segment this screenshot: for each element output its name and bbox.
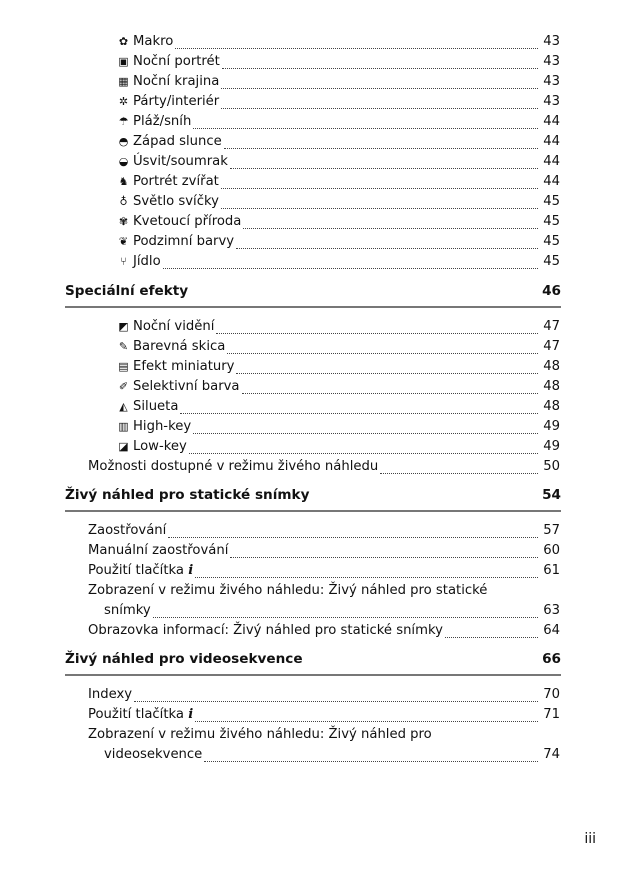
toc-entry-party-interier[interactable] bbox=[0, 92, 560, 112]
dot-leader bbox=[204, 747, 538, 762]
toc-entry-pouziti-tlacitka-i[interactable] bbox=[0, 561, 560, 581]
toc-entry-usvit-soumrak[interactable] bbox=[0, 152, 560, 172]
toc-entry-page: 45 bbox=[543, 194, 560, 209]
toc-entry-label: Noční krajina bbox=[133, 74, 220, 89]
toc-entry-page: 43 bbox=[543, 94, 560, 109]
toc-entry-page: 50 bbox=[543, 459, 560, 474]
toc-entry-kvetouci-priroda[interactable] bbox=[0, 212, 560, 232]
section-page: 66 bbox=[542, 651, 561, 667]
dot-leader bbox=[242, 379, 538, 394]
dot-leader bbox=[224, 134, 538, 149]
section-title: Živý náhled pro statické snímky bbox=[65, 487, 310, 503]
toc-entry-obrazovka-informaci[interactable] bbox=[0, 621, 560, 641]
night-portrait-icon: ▣ bbox=[118, 55, 129, 68]
color-sketch-icon: ✎ bbox=[118, 340, 129, 353]
toc-entry-page: 43 bbox=[543, 74, 560, 89]
toc-entry-page: 71 bbox=[543, 707, 560, 722]
toc-entry-podzimni-barvy[interactable] bbox=[0, 232, 560, 252]
toc-entry-zobrazeni-staticke[interactable] bbox=[0, 601, 560, 621]
toc-entry-label: Zaostřování bbox=[88, 523, 167, 538]
toc-entry-page: 44 bbox=[543, 154, 560, 169]
toc-entry-label: Portrét zvířat bbox=[133, 174, 219, 189]
dot-leader bbox=[175, 34, 538, 49]
toc-entry-page: 74 bbox=[543, 747, 560, 762]
toc-entry-nocni-portret[interactable] bbox=[0, 52, 560, 72]
section-title: Speciální efekty bbox=[65, 283, 189, 299]
toc-entry-page: 45 bbox=[543, 254, 560, 269]
candlelight-icon: ♁ bbox=[119, 195, 128, 208]
toc-entry-page: 44 bbox=[543, 134, 560, 149]
toc-entry-page: 43 bbox=[543, 34, 560, 49]
toc-entry-zapad-slunce[interactable] bbox=[0, 132, 560, 152]
dot-leader bbox=[230, 154, 538, 169]
dot-leader bbox=[445, 623, 538, 638]
toc-entry-label: Podzimní barvy bbox=[133, 234, 235, 249]
toc-entry-label: Západ slunce bbox=[133, 134, 222, 149]
beach-snow-icon: ☂ bbox=[118, 115, 129, 128]
toc-entry-label: Makro bbox=[133, 34, 174, 49]
dot-leader bbox=[195, 707, 538, 722]
toc-entry-wrapped-line: Zobrazení v režimu živého náhledu: Živý náhled pro statické bbox=[88, 583, 488, 598]
section-rule bbox=[65, 510, 561, 512]
section-page: 46 bbox=[542, 283, 561, 299]
toc-entry-page: 48 bbox=[543, 399, 560, 414]
toc-entry-label: Světlo svíčky bbox=[133, 194, 219, 209]
toc-entry-page: 63 bbox=[543, 603, 560, 618]
info-button-icon: i bbox=[188, 707, 194, 722]
toc-entry-label: Kvetoucí příroda bbox=[133, 214, 242, 229]
dot-leader bbox=[380, 459, 538, 474]
dot-leader bbox=[168, 523, 538, 538]
low-key-icon: ◪ bbox=[118, 440, 129, 453]
food-icon: ⑂ bbox=[120, 255, 127, 268]
silhouette-icon: ◭ bbox=[119, 400, 128, 413]
toc-entry-svetlo-svicky[interactable] bbox=[0, 192, 560, 212]
section-page: 54 bbox=[542, 487, 561, 503]
dusk-dawn-icon: ◒ bbox=[118, 155, 129, 168]
toc-entry-label: Úsvit/soumrak bbox=[133, 154, 228, 169]
toc-entry-label: Obrazovka informací: Živý náhled pro statické snímky bbox=[88, 623, 443, 638]
section-heading-zivy-nahled-video[interactable] bbox=[65, 649, 561, 669]
toc-entry-page: 49 bbox=[543, 439, 560, 454]
toc-entry-label: Efekt miniatury bbox=[133, 359, 235, 374]
toc-entry-zaostrovani[interactable] bbox=[0, 521, 560, 541]
dot-leader bbox=[227, 339, 538, 354]
page-number: iii bbox=[584, 831, 596, 847]
toc-entry-page: 48 bbox=[543, 359, 560, 374]
night-vision-icon: ◩ bbox=[118, 320, 129, 333]
dot-leader bbox=[193, 114, 538, 129]
macro-flower-icon: ✿ bbox=[118, 35, 129, 48]
info-button-icon: i bbox=[188, 563, 194, 578]
toc-entry-portret-zvirat[interactable] bbox=[0, 172, 560, 192]
section-rule bbox=[65, 306, 561, 308]
toc-entry-indexy[interactable] bbox=[0, 685, 560, 705]
section-rule bbox=[65, 674, 561, 676]
dot-leader bbox=[180, 399, 538, 414]
toc-entry-label: Použití tlačítka i bbox=[88, 707, 194, 722]
dot-leader bbox=[163, 254, 538, 269]
toc-entry-page: 60 bbox=[543, 543, 560, 558]
toc-entry-page: 43 bbox=[543, 54, 560, 69]
toc-entry-page: 47 bbox=[543, 339, 560, 354]
section-heading-zivy-nahled-staticke[interactable] bbox=[65, 485, 561, 505]
toc-entry-label: High-key bbox=[133, 419, 192, 434]
toc-entry-low-key[interactable] bbox=[0, 437, 560, 457]
toc-entry-high-key[interactable] bbox=[0, 417, 560, 437]
toc-entry-label: Jídlo bbox=[133, 254, 161, 269]
dot-leader bbox=[195, 563, 538, 578]
toc-entry-label: Párty/interiér bbox=[133, 94, 220, 109]
toc-entry-page: 47 bbox=[543, 319, 560, 334]
dot-leader bbox=[243, 214, 538, 229]
toc-entry-plaz-snih[interactable] bbox=[0, 112, 560, 132]
toc-entry-label: Silueta bbox=[133, 399, 179, 414]
blossom-icon: ✾ bbox=[118, 215, 129, 228]
toc-entry-pouziti-tlacitka-i-video[interactable] bbox=[0, 705, 560, 725]
dot-leader bbox=[221, 94, 538, 109]
dot-leader bbox=[222, 54, 538, 69]
section-heading-specialni-efekty[interactable] bbox=[65, 281, 561, 301]
toc-entry-selektivni-barva[interactable] bbox=[0, 377, 560, 397]
toc-entry-label: Noční vidění bbox=[133, 319, 215, 334]
toc-entry-page: 44 bbox=[543, 114, 560, 129]
toc-entry-page: 45 bbox=[543, 234, 560, 249]
toc-entry-nocni-krajina[interactable] bbox=[0, 72, 560, 92]
toc-entry-efekt-miniatury[interactable] bbox=[0, 357, 560, 377]
toc-entry-makro[interactable] bbox=[0, 32, 560, 52]
toc-entry-page: 61 bbox=[543, 563, 560, 578]
toc-entry-page: 44 bbox=[543, 174, 560, 189]
dot-leader bbox=[236, 234, 538, 249]
toc-entry-label: Možnosti dostupné v režimu živého náhledu bbox=[88, 459, 379, 474]
night-landscape-icon: ▦ bbox=[118, 75, 129, 88]
toc-entry-manualni-zaostrovani[interactable] bbox=[0, 541, 560, 561]
dot-leader bbox=[189, 439, 538, 454]
dot-leader bbox=[221, 174, 538, 189]
toc-entry-page: 48 bbox=[543, 379, 560, 394]
dot-leader bbox=[216, 319, 538, 334]
toc-entry-barevna-skica[interactable] bbox=[0, 337, 560, 357]
section-title: Živý náhled pro videosekvence bbox=[65, 651, 303, 667]
toc-entry-jidlo[interactable] bbox=[0, 252, 560, 272]
dot-leader bbox=[153, 603, 538, 618]
autumn-colors-icon: ❦ bbox=[118, 235, 129, 248]
dot-leader bbox=[221, 74, 538, 89]
toc-entry-label: Low-key bbox=[133, 439, 187, 454]
dot-leader bbox=[193, 419, 538, 434]
toc-entry-page: 64 bbox=[543, 623, 560, 638]
toc-entry-label: Pláž/sníh bbox=[133, 114, 192, 129]
toc-entry-label: videosekvence bbox=[104, 747, 203, 762]
toc-entry-moznosti[interactable] bbox=[0, 457, 560, 477]
toc-entry-label: snímky bbox=[104, 603, 151, 618]
toc-entry-page: 45 bbox=[543, 214, 560, 229]
pet-portrait-icon: ♞ bbox=[118, 175, 129, 188]
toc-entry-silueta[interactable] bbox=[0, 397, 560, 417]
toc-entry-page: 70 bbox=[543, 687, 560, 702]
dot-leader bbox=[236, 359, 538, 374]
toc-entry-page: 49 bbox=[543, 419, 560, 434]
toc-entry-label: Manuální zaostřování bbox=[88, 543, 229, 558]
sunset-icon: ◓ bbox=[118, 135, 129, 148]
toc-entry-label: Noční portrét bbox=[133, 54, 220, 69]
toc-entry-label: Použití tlačítka i bbox=[88, 563, 194, 578]
miniature-effect-icon: ▤ bbox=[118, 360, 129, 373]
toc-entry-label: Barevná skica bbox=[133, 339, 226, 354]
toc-entry-page: 57 bbox=[543, 523, 560, 538]
toc-entry-label: Indexy bbox=[88, 687, 133, 702]
dot-leader bbox=[221, 194, 538, 209]
party-indoor-icon: ✲ bbox=[118, 95, 129, 108]
toc-entry-label: Selektivní barva bbox=[133, 379, 240, 394]
toc-entry-zobrazeni-video[interactable] bbox=[0, 745, 560, 765]
toc-entry-wrapped-line: Zobrazení v režimu živého náhledu: Živý náhled pro bbox=[88, 727, 432, 742]
dot-leader bbox=[134, 687, 538, 702]
dot-leader bbox=[230, 543, 538, 558]
selective-color-icon: ✐ bbox=[118, 380, 129, 393]
high-key-icon: ▥ bbox=[118, 420, 129, 433]
toc-entry-nocni-videni[interactable] bbox=[0, 317, 560, 337]
